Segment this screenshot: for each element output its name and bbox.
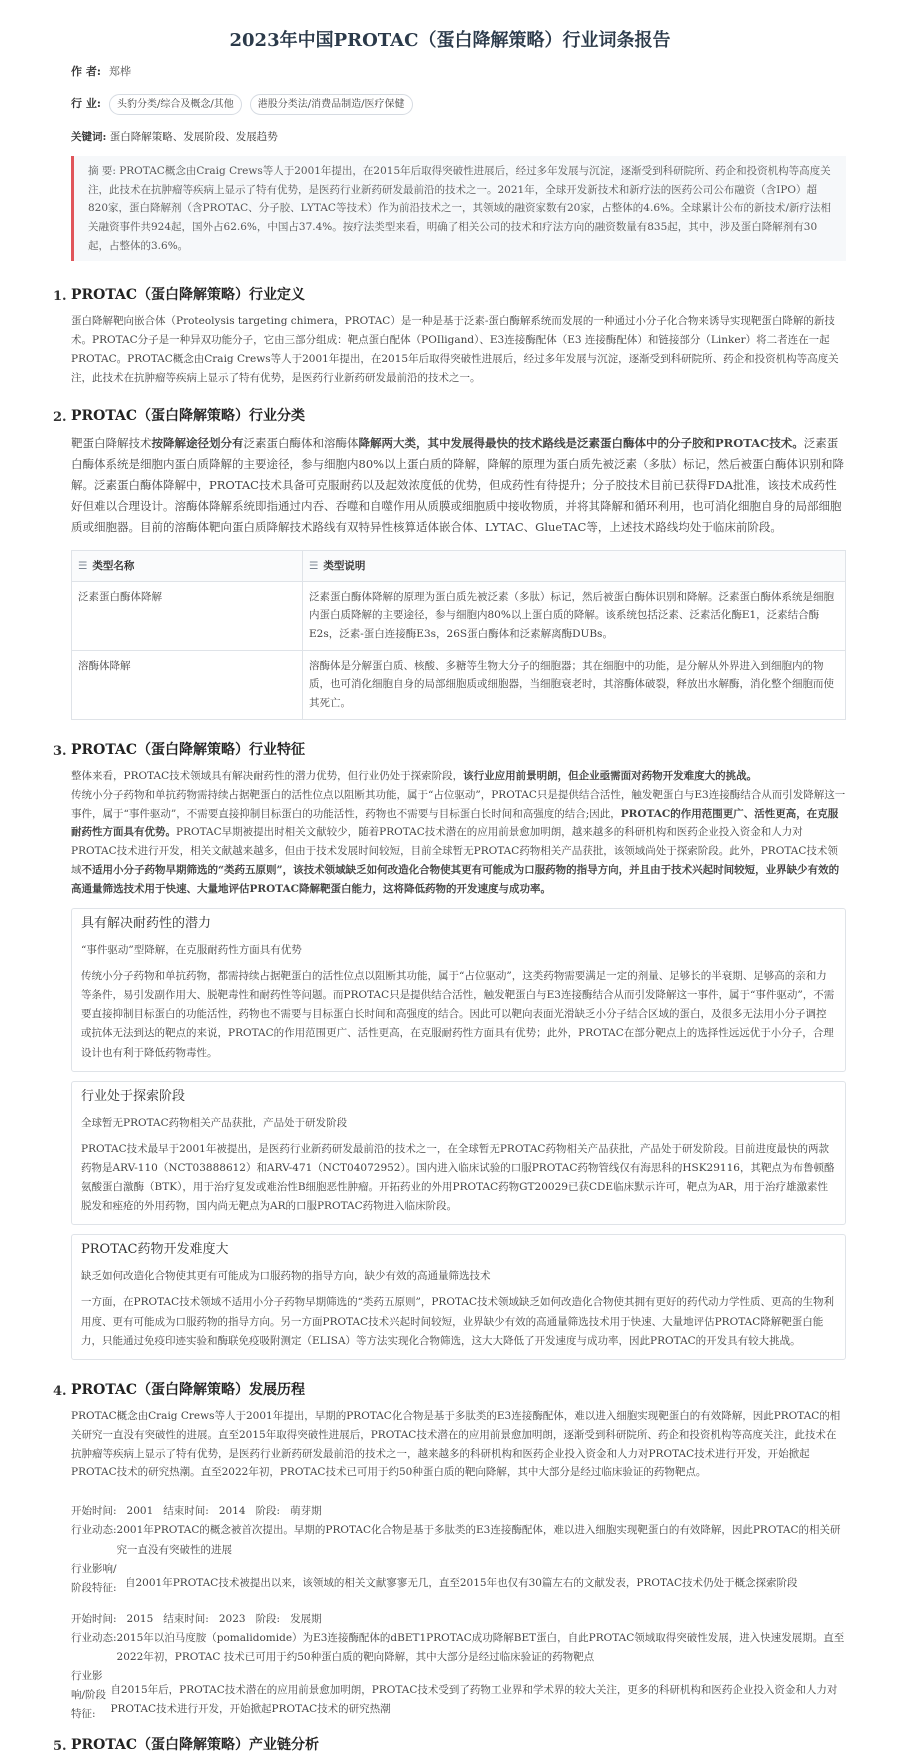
- phase-label: 阶段:: [255, 1612, 281, 1625]
- phase-value: 萌芽期: [290, 1505, 322, 1518]
- section-body: [71, 433, 846, 538]
- section-body: [71, 767, 846, 786]
- section-features: [53, 740, 846, 1360]
- industry-tags: [109, 94, 413, 115]
- card-subtitle: 缺乏如何改造化合物使其更有可能成为口服药物的指导方向，缺少有效的高通量筛选技术: [81, 1270, 491, 1283]
- end-label: 结束时间:: [163, 1612, 209, 1625]
- section-classification: [53, 406, 846, 720]
- industry-row: [71, 92, 846, 116]
- stage-period: [71, 1502, 846, 1521]
- industry-tag[interactable]: 头豹分类/综合及概念/其他: [109, 94, 242, 115]
- column-header-desc[interactable]: [303, 550, 846, 581]
- author-name: 郑桦: [109, 64, 131, 78]
- stage-period: [71, 1610, 846, 1629]
- author-label: 作 者:: [71, 64, 101, 78]
- section-title: PROTAC（蛋白降解策略）行业分类: [71, 408, 306, 424]
- bold-text: 该行业应用前景明朗，但企业亟需面对药物开发难度大的挑战。: [463, 769, 758, 782]
- table-cell-name: 泛素蛋白酶体降解: [72, 581, 303, 650]
- card-title: 具有解决耐药性的潜力: [81, 916, 212, 932]
- bold-text: 按降解途径划分有: [151, 436, 244, 450]
- text-span: 泛素蛋白酶体和溶酶体: [243, 436, 359, 450]
- bold-text: 不适用小分子药物早期筛选的“类药五原则”，该技术领域缺乏如何改造化合物使其更有可能成为口服药物的指导方向，并且由于技术兴起时间较短，业界缺少有效的高通量筛选技术用于快速、大量地评估PROTAC降解靶蛋白能力，这将降低药物的开发速度与成功率。: [71, 864, 840, 896]
- end-value: 2023: [218, 1612, 246, 1625]
- keywords-row: [71, 128, 846, 148]
- table-cell-name: 溶酶体降解: [72, 650, 303, 719]
- list-icon: ☰: [309, 559, 319, 572]
- stage-impact: [71, 1560, 846, 1598]
- section-number: 3.: [53, 743, 67, 759]
- start-label: 开始时间:: [71, 1612, 117, 1625]
- start-label: 开始时间:: [71, 1505, 117, 1518]
- phase-value: 发展期: [290, 1612, 322, 1625]
- stage-impact: [71, 1667, 846, 1724]
- section-industry-chain: [53, 1735, 846, 1756]
- section-title: PROTAC（蛋白降解策略）行业特征: [71, 741, 306, 758]
- section-title: PROTAC（蛋白降解策略）产业链分析: [71, 1736, 320, 1753]
- abstract-block: 摘 要: PROTAC概念由Craig Crews等人于2001年提出，在2015年后取得突破性进展后，经过多年发展与沉淀，逐渐受到科研院所、药企和投资机构等高度关注，此技术在抗肿瘤等疾病上显示了特有优势，是医药行业新药研发最前沿的技术之一。2021年，全球开发新技术和新疗法的医药公司公布融资（含IPO）超820家，蛋白降解剂（含PROTAC、分子胶、LYTAC等技术）作为前沿技术之一，其领域的融资家数有20家，占整体的4.6%。全球累计公布的新技术/新疗法相关融资事件共924起，国外占62.6%，中国占37.4%。按疗法类型来看，明确了相关公司的技术和疗法方向的融资数量有835起，其中，涉及蛋白降解剂有30起，占整体的3.6%。: [71, 156, 846, 261]
- table-row: [72, 650, 846, 719]
- impact-value: 自2015年后，PROTAC技术潜在的应用前景愈加明朗，PROTAC技术受到了药物工业界和学术界的较大关注，更多的科研机构和医药企业投入资金和人力对PROTAC技术进行开发，开始掀起PROTAC技术的研究热潮: [110, 1684, 838, 1716]
- industry-label: 行 业:: [71, 96, 101, 110]
- card-body: 传统小分子药物和单抗药物，都需持续占据靶蛋白的活性位点以阻断其功能，属于“占位驱动”，这类药物需要满足一定的剂量、足够长的半衰期、足够高的亲和力等条件，易引发副作用大、脱靶毒性和耐药性等问题。而PROTAC只是提供结合活性，触发靶蛋白与E3连接酶结合从而引发降解这一事件，属于“事件驱动”，不需要直接抑制目标蛋白的功能活性，药物也不需要与目标蛋白长时间和高强度的结合。因此可以靶向表面光滑缺乏小分子结合区域的蛋白，及很多无法用小分子调控或抗体无法到达的靶点的来说，PROTAC的作用范围更广、活性更高，在克服耐药性方面具有优势；此外，PROTAC在部分靶点上的选择性远远优于小分子，合理设计也有利于降低药物毒性。: [81, 970, 835, 1059]
- keywords-label: 关键词:: [71, 131, 107, 143]
- feature-card: [71, 1081, 846, 1226]
- text-span: 泛素蛋白酶体系统是细胞内蛋白质降解的主要途径，参与细胞内80%以上蛋白质的降解，降解的原理为蛋白质先被泛素（多肽）标记，然后被蛋白酶体识别和降解。泛素蛋白酶体降解中，PROTAC技术具备可克服耐药以及起效浓度低的优势，但成药性有待提升；分子胶技术目前已获得FDA批准，该技术成药性好但难以合理设计。溶酶体降解系统即指通过内吞、吞噬和自噬作用从质膜或细胞质中接收物质，并将其降解和循环利用，也可消化细胞自身的局部细胞质或细胞器。目前的溶酶体靶向蛋白质降解技术路线有双特异性核算适体嵌合体、LYTAC、GlueTAC等，上述技术路线均处于临床前阶段。: [71, 436, 845, 534]
- end-label: 结束时间:: [163, 1505, 209, 1518]
- header-label: 类型名称: [92, 559, 135, 572]
- section-history: [53, 1380, 846, 1725]
- impact-label: 行业影响/阶段特征:: [71, 1562, 117, 1594]
- timeline-stage: [71, 1610, 846, 1725]
- dynamic-value: 2015年以泊马度胺（pomalidomide）为E3连接酶配体的dBET1PROTAC成功降解BET蛋白，自此PROTAC领域取得突破性发展，进入快速发展期。直至2022年初，PROTAC 技术已可用于约50种蛋白质的靶向降解，其中大部分是经过临床验证的药物靶点: [116, 1631, 845, 1664]
- stage-dynamic: [71, 1629, 846, 1667]
- section-definition: [53, 285, 846, 388]
- text-span: PROTAC早期被提出时相关文献较少，随着PROTAC技术潜在的应用前景愈加明朗，越来越多的科研机构和医药企业投入资金和人力对PROTAC技术进行开发，相关文献越来越多，但由于技术发展时间较短，目前全球暂无PROTAC药物相关产品获批，该领域尚处于探索阶段。此外，PROTAC技术领域: [71, 826, 838, 877]
- card-title: PROTAC药物开发难度大: [81, 1242, 229, 1258]
- dynamic-label: 行业动态:: [71, 1631, 117, 1644]
- table-row: [72, 581, 846, 650]
- text-span: 靶蛋白降解技术: [71, 436, 152, 450]
- dynamic-label: 行业动态:: [71, 1524, 117, 1537]
- table-cell-desc: 泛素蛋白酶体降解的原理为蛋白质先被泛素（多肽）标记，然后被蛋白酶体识别和降解。泛素蛋白酶体系统是细胞内蛋白质降解的主要途径，参与细胞内80%以上蛋白质的降解。该系统包括泛素、泛素活化酶E1，泛素结合酶E2s，泛素-蛋白连接酶E3s，26S蛋白酶体和泛素解离酶DUBs。: [303, 581, 846, 650]
- section-title: PROTAC（蛋白降解策略）发展历程: [71, 1381, 306, 1398]
- header-label: 类型说明: [323, 559, 366, 572]
- column-header-name[interactable]: [72, 550, 303, 581]
- card-body: 一方面，在PROTAC技术领域不适用小分子药物早期筛选的“类药五原则”，PROTAC技术领域缺乏如何改造化合物使其拥有更好的药代动力学性质、更高的生物利用度、更有可能成为口服药物的指导方向。另一方面PROTAC技术兴起时间较短，业界缺少有效的高通量筛选技术用于快速、大量地评估PROTAC降解靶蛋白能力，只能通过免疫印迹实验和酶联免疫吸附测定（ELISA）等方法实现化合物筛选，这大大降低了开发速度与成功率，因此PROTAC的开发具有较大挑战。: [81, 1296, 834, 1347]
- section-title: PROTAC（蛋白降解策略）行业定义: [71, 287, 306, 304]
- card-subtitle: 全球暂无PROTAC药物相关产品获批，产品处于研发阶段: [81, 1116, 348, 1129]
- keywords-value: 蛋白降解策略、发展阶段、发展趋势: [109, 131, 278, 143]
- page-title: 2023年中国PROTAC（蛋白降解策略）行业词条报告: [229, 30, 671, 51]
- end-value: 2014: [218, 1505, 246, 1518]
- industry-tag[interactable]: 港股分类法/消费品制造/医疗保健: [250, 94, 413, 115]
- feature-card: [71, 1234, 846, 1359]
- phase-label: 阶段:: [255, 1505, 281, 1518]
- author-row: [71, 62, 846, 82]
- impact-value: 自2001年PROTAC技术被提出以来，该领域的相关文献寥寥无几，直至2015年也仅有30篇左右的文献发表，PROTAC技术仍处于概念探索阶段: [125, 1576, 798, 1589]
- card-subtitle: “事件驱动”型降解，在克服耐药性方面具有优势: [81, 944, 302, 957]
- start-value: 2015: [126, 1612, 154, 1625]
- bold-text: 降解两大类，其中发展得最快的技术路线是泛素蛋白酶体中的分子胶和PROTAC技术。: [358, 436, 804, 450]
- card-body: PROTAC技术最早于2001年被提出，是医药行业新药研发最前沿的技术之一，在全球暂无PROTAC药物相关产品获批，产品处于研发阶段。目前进度最快的两款药物是ARV-110（NCT03888612）和ARV-471（NCT04072952）。国内进入临床试验的口服PROTAC药物管线仅有海思科的HSK29116，其靶点为布鲁顿酪氨酸蛋白激酶（BTK），用于治疗复发或难治性B细胞恶性肿瘤。开拓药业的外用PROTAC药物GT20029已获CDE临床默示许可，靶点为AR，用于治疗雄激素性脱发和痤疮的外用药物，国内尚无靶点为AR的口服PROTAC药物进入临床阶段。: [81, 1142, 835, 1213]
- table-header-row: [72, 550, 846, 581]
- classification-table: [71, 550, 846, 720]
- impact-label: 行业影响/阶段特征:: [71, 1670, 107, 1721]
- text-span: 传统小分子药物和单抗药物需持续占据靶蛋白的活性位点以阻断其功能，属于“占位驱动”，PROTAC只是提供结合活性，触发靶蛋白与E3连接酶结合从而引发降解这一事件，属于“事件驱动”，不需要直接抑制目标蛋白的功能活性，药物也不需要与目标蛋白长时间和高强度的结合;因此，: [71, 788, 846, 820]
- table-cell-desc: 溶酶体是分解蛋白质、核酸、多糖等生物大分子的细胞器；其在细胞中的功能，是分解从外界进入到细胞内的物质，也可消化细胞自身的局部细胞质或细胞器，当细胞衰老时，其溶酶体破裂，释放出水解酶，消化整个细胞而使其死亡。: [303, 650, 846, 719]
- start-value: 2001: [126, 1505, 154, 1518]
- section-number: 4.: [53, 1383, 67, 1399]
- card-title: 行业处于探索阶段: [81, 1088, 186, 1104]
- stage-dynamic: [71, 1521, 846, 1559]
- section-number: 5.: [53, 1738, 67, 1754]
- list-icon: ☰: [78, 559, 88, 572]
- section-body: PROTAC概念由Craig Crews等人于2001年提出，早期的PROTAC化合物是基于多肽类的E3连接酶配体，难以进入细胞实现靶蛋白的有效降解，因此PROTAC的相关研究一直没有突破性的进展。直至2015年取得突破性进展后，PROTAC技术潜在的应用前景愈加明朗，逐渐受到科研院所、药企和投资机构等高度关注，此技术在抗肿瘤等疾病上显示了特有优势，是医药行业新药研发最前沿的技术之一，越来越多的科研机构和医药企业投入资金和人力对PROTAC技术进行开发，开始掀起PROTAC技术的研究热潮。直至2022年初，PROTAC技术已可用于约50种蛋白质的靶向降解，其中大部分是经过临床验证的药物靶点。: [71, 1409, 841, 1479]
- section-number: 2.: [53, 410, 67, 425]
- bold-text: PROTAC的作用范围更广、活性更高，在克服耐药性方面具有优势。: [71, 807, 839, 839]
- section-number: 1.: [53, 289, 67, 305]
- timeline-stage: [71, 1502, 846, 1598]
- feature-card: [71, 908, 846, 1072]
- dynamic-value: 2001年PROTAC的概念被首次提出。早期的PROTAC化合物是基于多肽类的E3连接酶配体，难以进入细胞实现靶蛋白的有效降解，因此PROTAC的相关研究一直没有突破性的进展: [116, 1524, 841, 1556]
- text-span: 整体来看，PROTAC技术领域具有解决耐药性的潜力优势，但行业仍处于探索阶段，: [71, 769, 464, 782]
- section-body: 蛋白降解靶向嵌合体（Proteolysis targeting chimera，PROTAC）是一种是基于泛素-蛋白酶解系统而发展的一种通过小分子化合物来诱导实现靶蛋白降解的新技术。PROTAC分子是一种异双功能分子，它由三部分组成：靶点蛋白配体（POIligand）、E3连接酶配体（E3 连接酶配体）和链接部分（Linker）将二者连在一起PROTAC。PROTAC概念由Craig Crews等人于2001年提出，在2015年后取得突破性进展后，经过多年发展与沉淀，逐渐受到科研院所、药企和投资机构等高度关注，此技术在抗肿瘤等疾病上显示了特有优势，是医药行业新药研发最前沿的技术之一。: [71, 315, 839, 385]
- section-body: [71, 786, 846, 899]
